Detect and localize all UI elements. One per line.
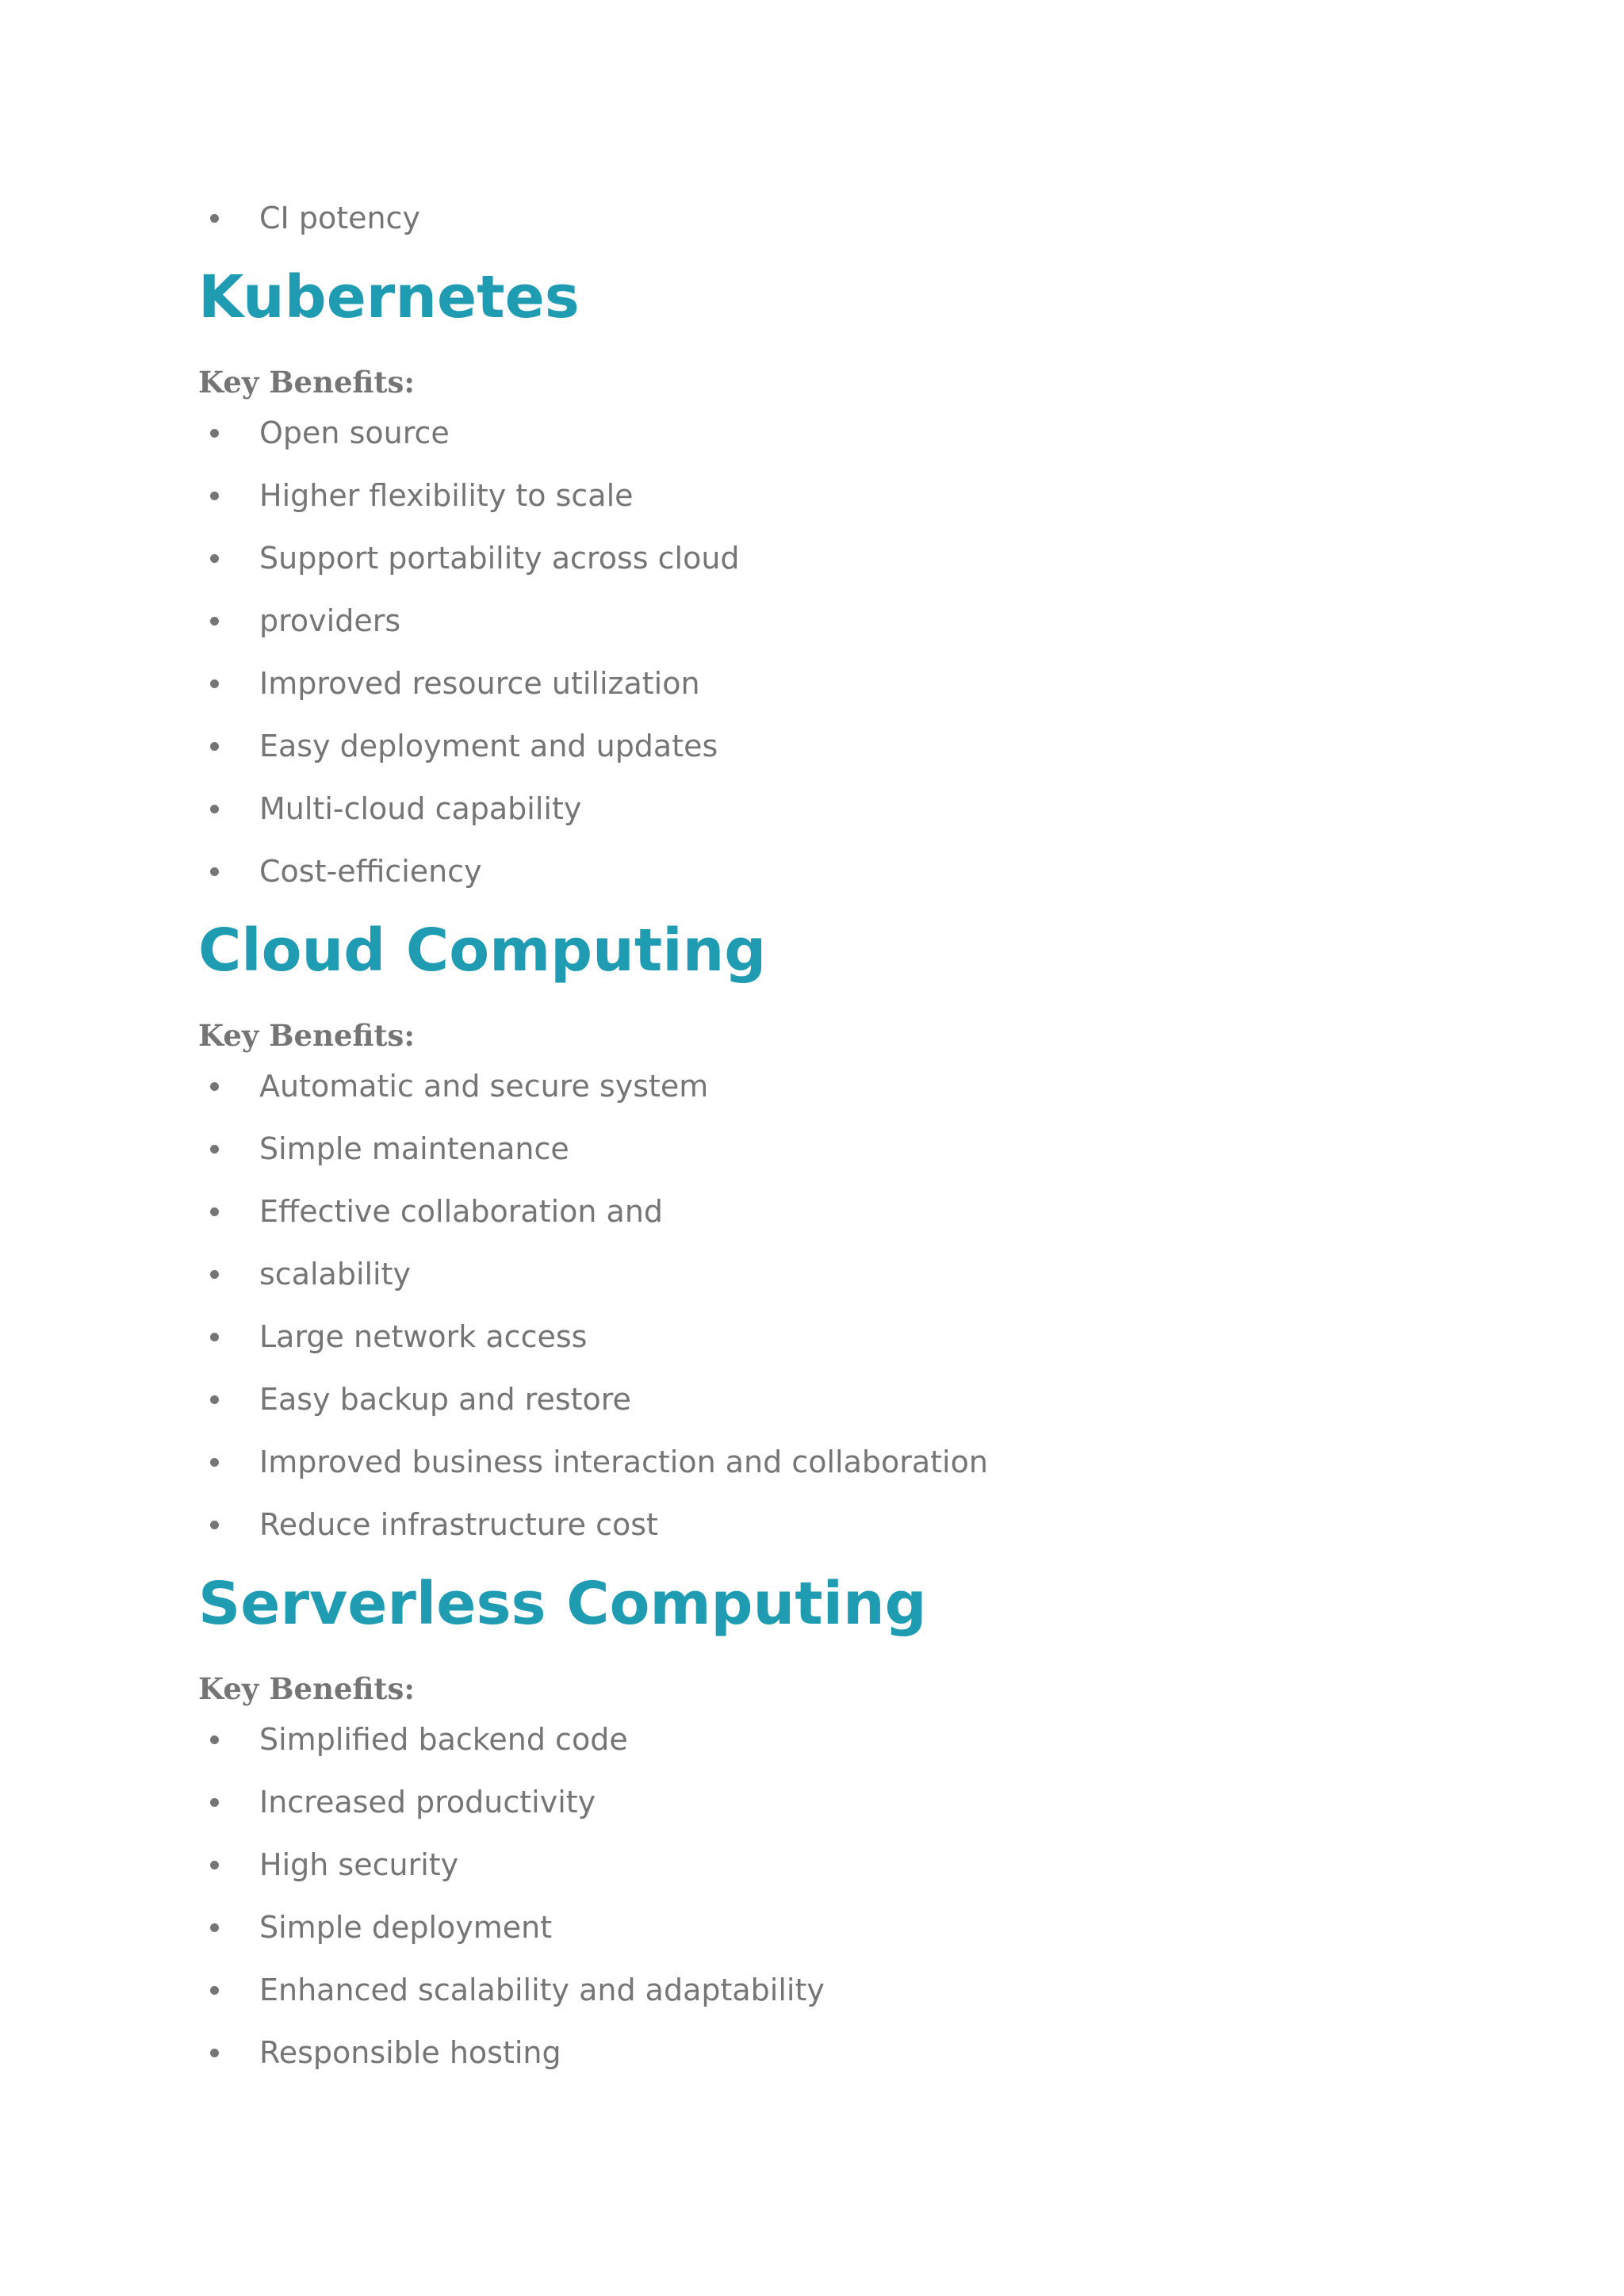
list-item — [198, 1055, 1435, 1118]
bullet-icon — [210, 1986, 219, 1995]
bullet-icon — [210, 805, 219, 813]
bullet-icon — [210, 1735, 219, 1744]
list-item-text: Multi-cloud capability — [259, 791, 582, 826]
list-item — [198, 1494, 1435, 1556]
bullet-icon — [210, 1333, 219, 1341]
list-item-text: providers — [259, 603, 401, 638]
list-item-text: Responsible hosting — [259, 2035, 561, 2070]
bullet-icon — [210, 1270, 219, 1279]
list-item — [198, 715, 1435, 778]
bullet-icon — [210, 429, 219, 438]
list-item-text: Improved business interaction and collaboration — [259, 1445, 988, 1479]
list-item-text: Improved resource utilization — [259, 666, 700, 701]
list-item-text: Enhanced scalability and adaptability — [259, 1973, 825, 2007]
benefits-list — [198, 1055, 1435, 1556]
list-item — [198, 1306, 1435, 1368]
intro-list — [198, 187, 1435, 250]
list-item-text: Easy backup and restore — [259, 1382, 631, 1417]
list-item-text: Automatic and secure system — [259, 1069, 709, 1104]
list-item-text: Increased productivity — [259, 1785, 596, 1820]
list-item-text: CI potency — [259, 201, 420, 235]
bullet-icon — [210, 742, 219, 751]
bullet-icon — [210, 867, 219, 876]
section-cloud-computing — [198, 903, 1435, 1556]
bullet-icon — [210, 617, 219, 626]
list-item — [198, 1896, 1435, 1959]
list-item — [198, 1368, 1435, 1431]
section-heading: Cloud Computing — [198, 916, 767, 985]
list-item — [198, 1834, 1435, 1896]
section-heading: Serverless Computing — [198, 1570, 927, 1638]
bullet-icon — [210, 1923, 219, 1932]
list-item-text: Support portability across cloud — [259, 541, 740, 576]
list-item — [198, 465, 1435, 527]
section-heading: Kubernetes — [198, 263, 580, 331]
bullet-icon — [210, 1207, 219, 1216]
list-item-text: Reduce infrastructure cost — [259, 1507, 658, 1542]
list-item-text: Large network access — [259, 1319, 588, 1354]
list-item-text: Easy deployment and updates — [259, 729, 718, 763]
section-serverless-computing — [198, 1556, 1435, 2084]
key-benefits-label: Key Benefits: — [198, 365, 416, 400]
section-kubernetes — [198, 250, 1435, 903]
list-item-text: Simplified backend code — [259, 1722, 628, 1757]
bullet-icon — [210, 1395, 219, 1404]
list-item-text: Higher flexibility to scale — [259, 478, 634, 513]
key-benefits-label: Key Benefits: — [198, 1671, 416, 1706]
list-item — [198, 840, 1435, 903]
key-benefits-label: Key Benefits: — [198, 1018, 416, 1053]
benefits-list — [198, 402, 1435, 903]
bullet-icon — [210, 679, 219, 688]
list-item-text: Simple deployment — [259, 1910, 553, 1945]
bullet-icon — [210, 554, 219, 563]
list-item-text: Cost-efficiency — [259, 854, 482, 889]
list-item-text: Simple maintenance — [259, 1131, 569, 1166]
bullet-icon — [210, 492, 219, 500]
list-item — [198, 2022, 1435, 2084]
list-item — [198, 1709, 1435, 1771]
list-item — [198, 187, 1435, 250]
bullet-icon — [210, 1082, 219, 1091]
list-item — [198, 1181, 1435, 1243]
bullet-icon — [210, 1521, 219, 1529]
list-item — [198, 652, 1435, 715]
list-item — [198, 1959, 1435, 2022]
list-item — [198, 590, 1435, 652]
list-item — [198, 1431, 1435, 1494]
list-item-text: High security — [259, 1847, 459, 1882]
bullet-icon — [210, 1458, 219, 1467]
document-content — [198, 187, 1435, 2084]
bullet-icon — [210, 1145, 219, 1154]
bullet-icon — [210, 2049, 219, 2057]
list-item — [198, 1243, 1435, 1306]
bullet-icon — [210, 1798, 219, 1807]
bullet-icon — [210, 1861, 219, 1869]
list-item — [198, 527, 1435, 590]
list-item — [198, 1771, 1435, 1834]
list-item — [198, 1118, 1435, 1181]
list-item — [198, 402, 1435, 465]
list-item-text: Effective collaboration and — [259, 1194, 664, 1229]
list-item-text: Open source — [259, 415, 450, 450]
bullet-icon — [210, 214, 219, 223]
list-item-text: scalability — [259, 1257, 412, 1292]
benefits-list — [198, 1709, 1435, 2084]
list-item — [198, 778, 1435, 840]
